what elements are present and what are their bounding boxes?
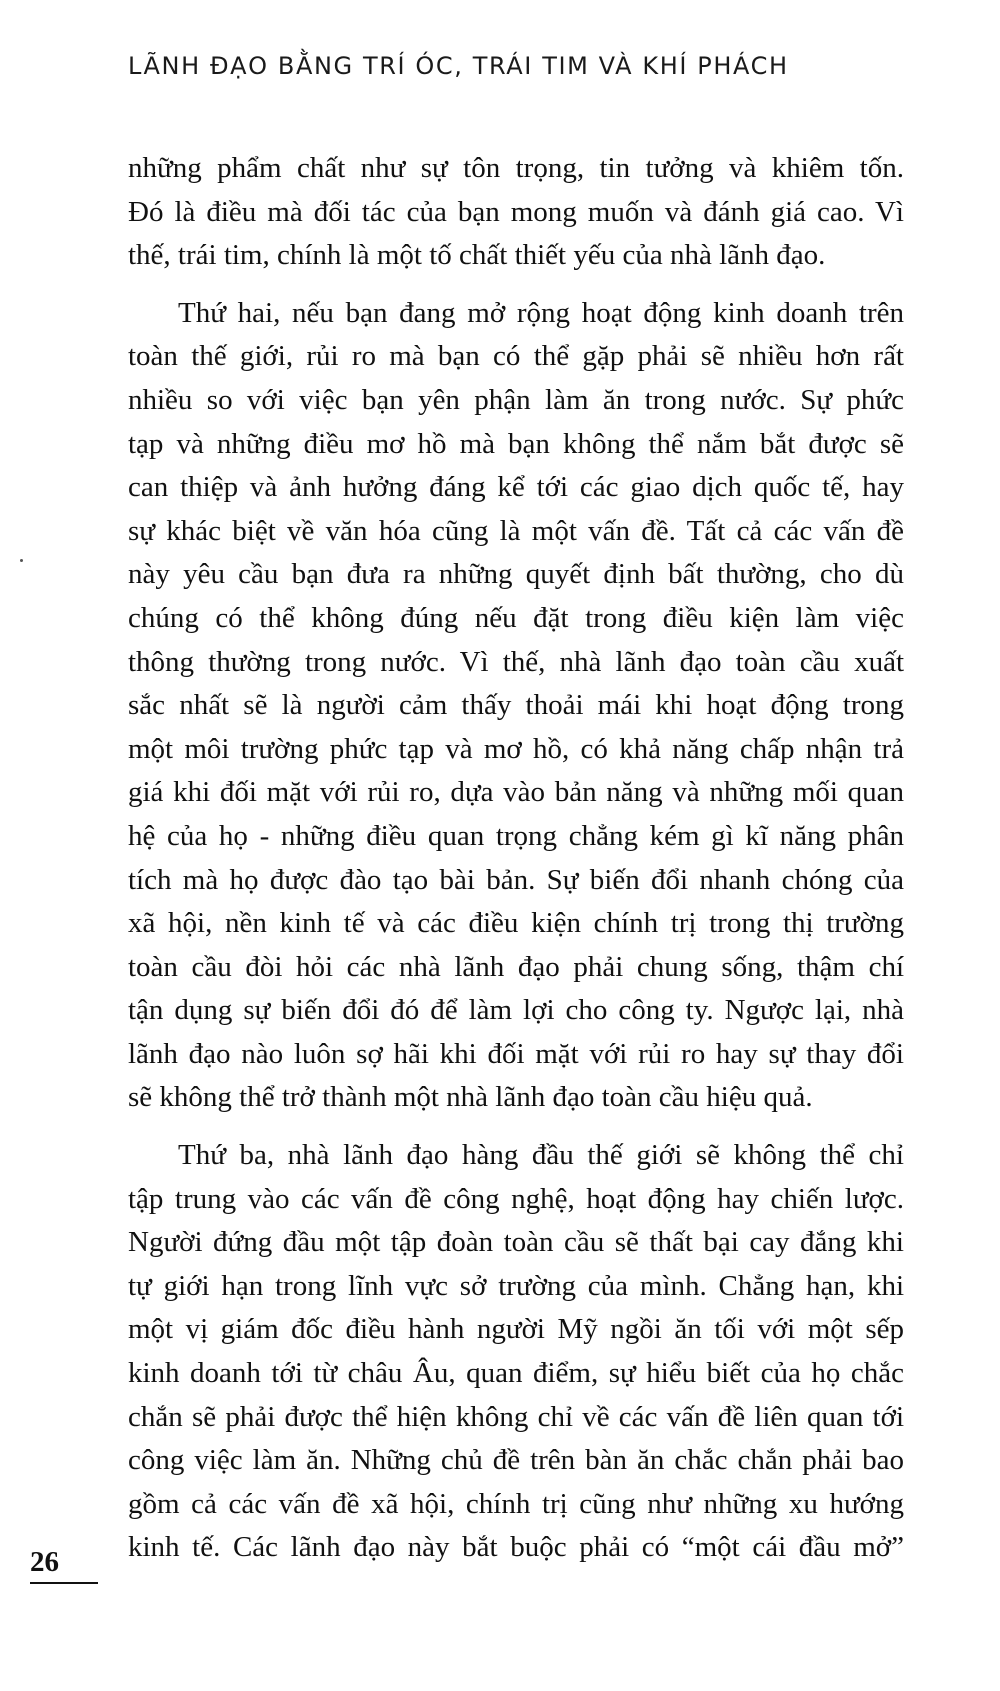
text-line: những phẩm chất như sự tôn trọng, tin tưởng và khiêm tốn. bbox=[128, 152, 904, 184]
page-number: 26 bbox=[30, 1546, 59, 1578]
text-line: chúng có thể không đúng nếu đặt trong điều kiện làm việc bbox=[128, 601, 904, 634]
text-line: xã hội, nền kinh tế và các điều kiện chính trị trong thị trường bbox=[128, 907, 904, 940]
text-line: kinh tế. Các lãnh đạo này bắt buộc phải có “một cái đầu mở” bbox=[128, 1531, 904, 1564]
text-line: sự khác biệt về văn hóa cũng là một vấn đề. Tất cả các vấn đề bbox=[128, 514, 904, 547]
text-line: một vị giám đốc điều hành người Mỹ ngồi ăn tối với một sếp bbox=[128, 1313, 904, 1346]
paragraph-1 bbox=[128, 147, 904, 278]
body-text bbox=[128, 147, 904, 1570]
running-header: LÃNH ĐẠO BẰNG TRÍ ÓC, TRÁI TIM VÀ KHÍ PHÁCH bbox=[128, 52, 789, 80]
text-line: giá khi đối mặt với rủi ro, dựa vào bản năng và những mối quan bbox=[128, 776, 904, 809]
text-line: nhiều so với việc bạn yên phận làm ăn trong nước. Sự phức bbox=[128, 383, 904, 416]
text-line: can thiệp và ảnh hưởng đáng kể tới các giao dịch quốc tế, hay bbox=[128, 471, 904, 504]
paragraph-3 bbox=[128, 1134, 904, 1570]
text-line: Thứ ba, nhà lãnh đạo hàng đầu thế giới sẽ không thể chỉ bbox=[178, 1139, 904, 1172]
text-line: tập trung vào các vấn đề công nghệ, hoạt động hay chiến lược. bbox=[128, 1182, 904, 1215]
text-line: gồm cả các vấn đề xã hội, chính trị cũng như những xu hướng bbox=[128, 1487, 904, 1520]
paragraph-2 bbox=[128, 292, 904, 1120]
text-line: tự giới hạn trong lĩnh vực sở trường của mình. Chẳng hạn, khi bbox=[128, 1269, 904, 1302]
scan-speck bbox=[20, 559, 23, 562]
text-line: lãnh đạo nào luôn sợ hãi khi đối mặt với rủi ro hay sự thay đổi bbox=[128, 1037, 904, 1070]
text-line: thế, trái tim, chính là một tố chất thiết yếu của nhà lãnh đạo. bbox=[128, 239, 826, 272]
text-line: tích mà họ được đào tạo bài bản. Sự biến đổi nhanh chóng của bbox=[128, 863, 904, 896]
text-line: hệ của họ - những điều quan trọng chẳng kém gì kĩ năng phân bbox=[128, 819, 904, 852]
text-line: tận dụng sự biến đổi đó để làm lợi cho công ty. Ngược lại, nhà bbox=[128, 994, 904, 1027]
text-line: chắn sẽ phải được thể hiện không chỉ về các vấn đề liên quan tới bbox=[128, 1400, 904, 1433]
text-line: tạp và những điều mơ hồ mà bạn không thể nắm bắt được sẽ bbox=[128, 427, 904, 460]
page-number-rule bbox=[30, 1582, 98, 1584]
text-line: Người đứng đầu một tập đoàn toàn cầu sẽ thất bại cay đắng khi bbox=[128, 1226, 904, 1259]
text-line: sẽ không thể trở thành một nhà lãnh đạo toàn cầu hiệu quả. bbox=[128, 1081, 813, 1114]
text-line: Thứ hai, nếu bạn đang mở rộng hoạt động kinh doanh trên bbox=[178, 296, 904, 329]
text-line: thông thường trong nước. Vì thế, nhà lãnh đạo toàn cầu xuất bbox=[128, 645, 904, 678]
text-line: một môi trường phức tạp và mơ hồ, có khả năng chấp nhận trả bbox=[128, 732, 904, 765]
text-line: này yêu cầu bạn đưa ra những quyết định bất thường, cho dù bbox=[128, 558, 904, 591]
text-line: toàn thế giới, rủi ro mà bạn có thể gặp phải sẽ nhiều hơn rất bbox=[128, 340, 904, 373]
text-line: toàn cầu đòi hỏi các nhà lãnh đạo phải chung sống, thậm chí bbox=[128, 950, 904, 983]
text-line: sắc nhất sẽ là người cảm thấy thoải mái khi hoạt động trong bbox=[128, 689, 904, 722]
text-line: công việc làm ăn. Những chủ đề trên bàn ăn chắc chắn phải bao bbox=[128, 1444, 904, 1477]
text-line: Đó là điều mà đối tác của bạn mong muốn và đánh giá cao. Vì bbox=[128, 195, 904, 228]
text-line: kinh doanh tới từ châu Âu, quan điểm, sự hiểu biết của họ chắc bbox=[128, 1357, 904, 1390]
